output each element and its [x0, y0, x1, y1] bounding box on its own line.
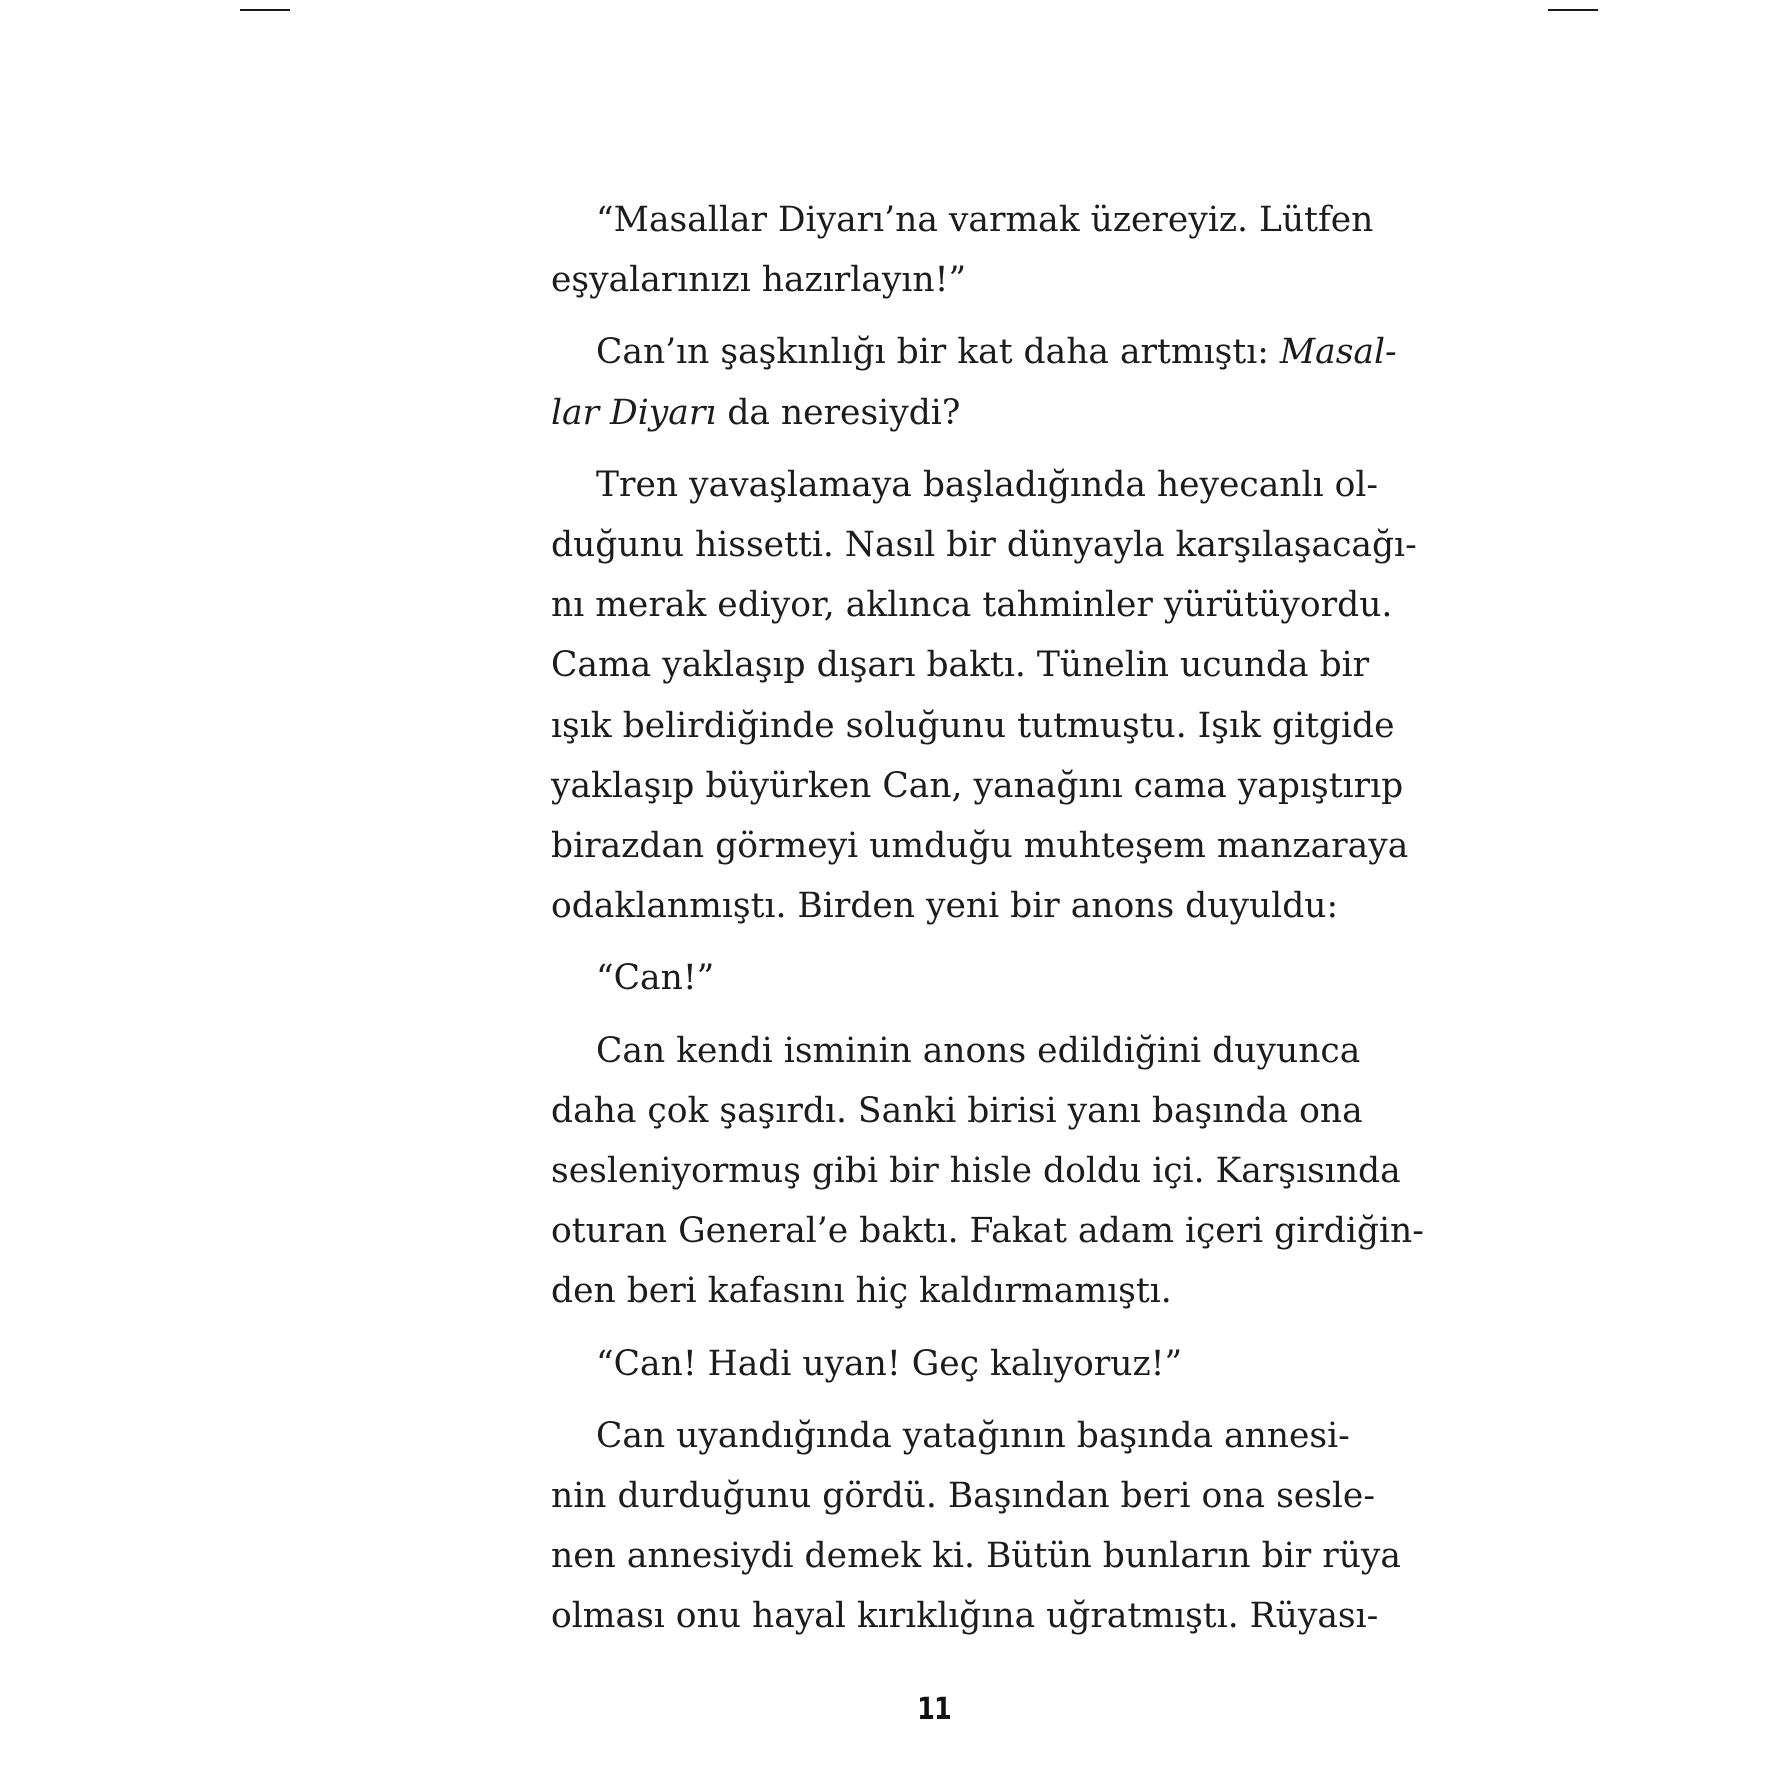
text-line: eşyalarınızı hazırlayın!”	[551, 260, 967, 301]
text-line: yaklaşıp büyürken Can, yanağını cama yapıştırıp	[551, 765, 1404, 806]
paragraph-4	[551, 948, 1313, 1008]
text-line: oturan General’e baktı. Fakat adam içeri girdiğin-	[551, 1211, 1424, 1252]
text-line: Can uyandığında yatağının başında annesi-	[596, 1415, 1350, 1456]
paragraph-6	[551, 1334, 1313, 1394]
text-line	[551, 383, 1313, 443]
italic-text: Masal-	[1279, 332, 1397, 373]
text-line: ışık belirdiğinde soluğunu tutmuştu. Işık gitgide	[551, 705, 1395, 746]
text-line	[551, 322, 1397, 382]
text-line: den beri kafasını hiç kaldırmamıştı.	[551, 1271, 1172, 1312]
text-line: nin durduğunu gördü. Başından beri ona sesle-	[551, 1476, 1376, 1517]
crop-mark-left	[240, 9, 290, 11]
body-text	[551, 190, 1424, 1659]
text-run: Can’ın şaşkınlığı bir kat daha artmıştı:	[596, 332, 1280, 373]
paragraph-7	[551, 1406, 1401, 1647]
text-line: “Masallar Diyarı’na varmak üzereyiz. Lütfen	[596, 200, 1374, 240]
text-run: da neresiydi?	[727, 392, 961, 433]
paragraph-3	[551, 455, 1417, 937]
paragraph-1	[551, 190, 1374, 310]
italic-text: lar Diyarı	[551, 392, 717, 433]
text-line: Tren yavaşlamaya başladığında heyecanlı ol-	[596, 464, 1379, 505]
text-line: nı merak ediyor, aklınca tahminler yürütüyordu.	[551, 585, 1393, 626]
text-line: Can kendi isminin anons edildiğini duyunca	[596, 1030, 1361, 1071]
text-line: birazdan görmeyi umduğu muhteşem manzaraya	[551, 826, 1409, 867]
text-line: daha çok şaşırdı. Sanki birisi yanı başında ona	[551, 1090, 1363, 1131]
page-number: 11	[917, 1692, 951, 1727]
text-line: Cama yaklaşıp dışarı baktı. Tünelin ucunda bir	[551, 645, 1370, 686]
crop-mark-right	[1548, 9, 1598, 11]
text-line: “Can! Hadi uyan! Geç kalıyoruz!”	[596, 1343, 1183, 1384]
text-line: “Can!”	[596, 958, 715, 999]
text-line: odaklanmıştı. Birden yeni bir anons duyuldu:	[551, 886, 1339, 927]
text-line: nen annesiydi demek ki. Bütün bunların bir rüya	[551, 1536, 1401, 1577]
text-line: duğunu hissetti. Nasıl bir dünyayla karşılaşacağı-	[551, 525, 1417, 566]
text-line: sesleniyormuş gibi bir hisle doldu içi. Karşısında	[551, 1151, 1401, 1192]
paragraph-5	[551, 1021, 1424, 1322]
text-line: olması onu hayal kırıklığına uğratmıştı. Rüyası-	[551, 1596, 1379, 1637]
paragraph-2	[551, 322, 1397, 442]
